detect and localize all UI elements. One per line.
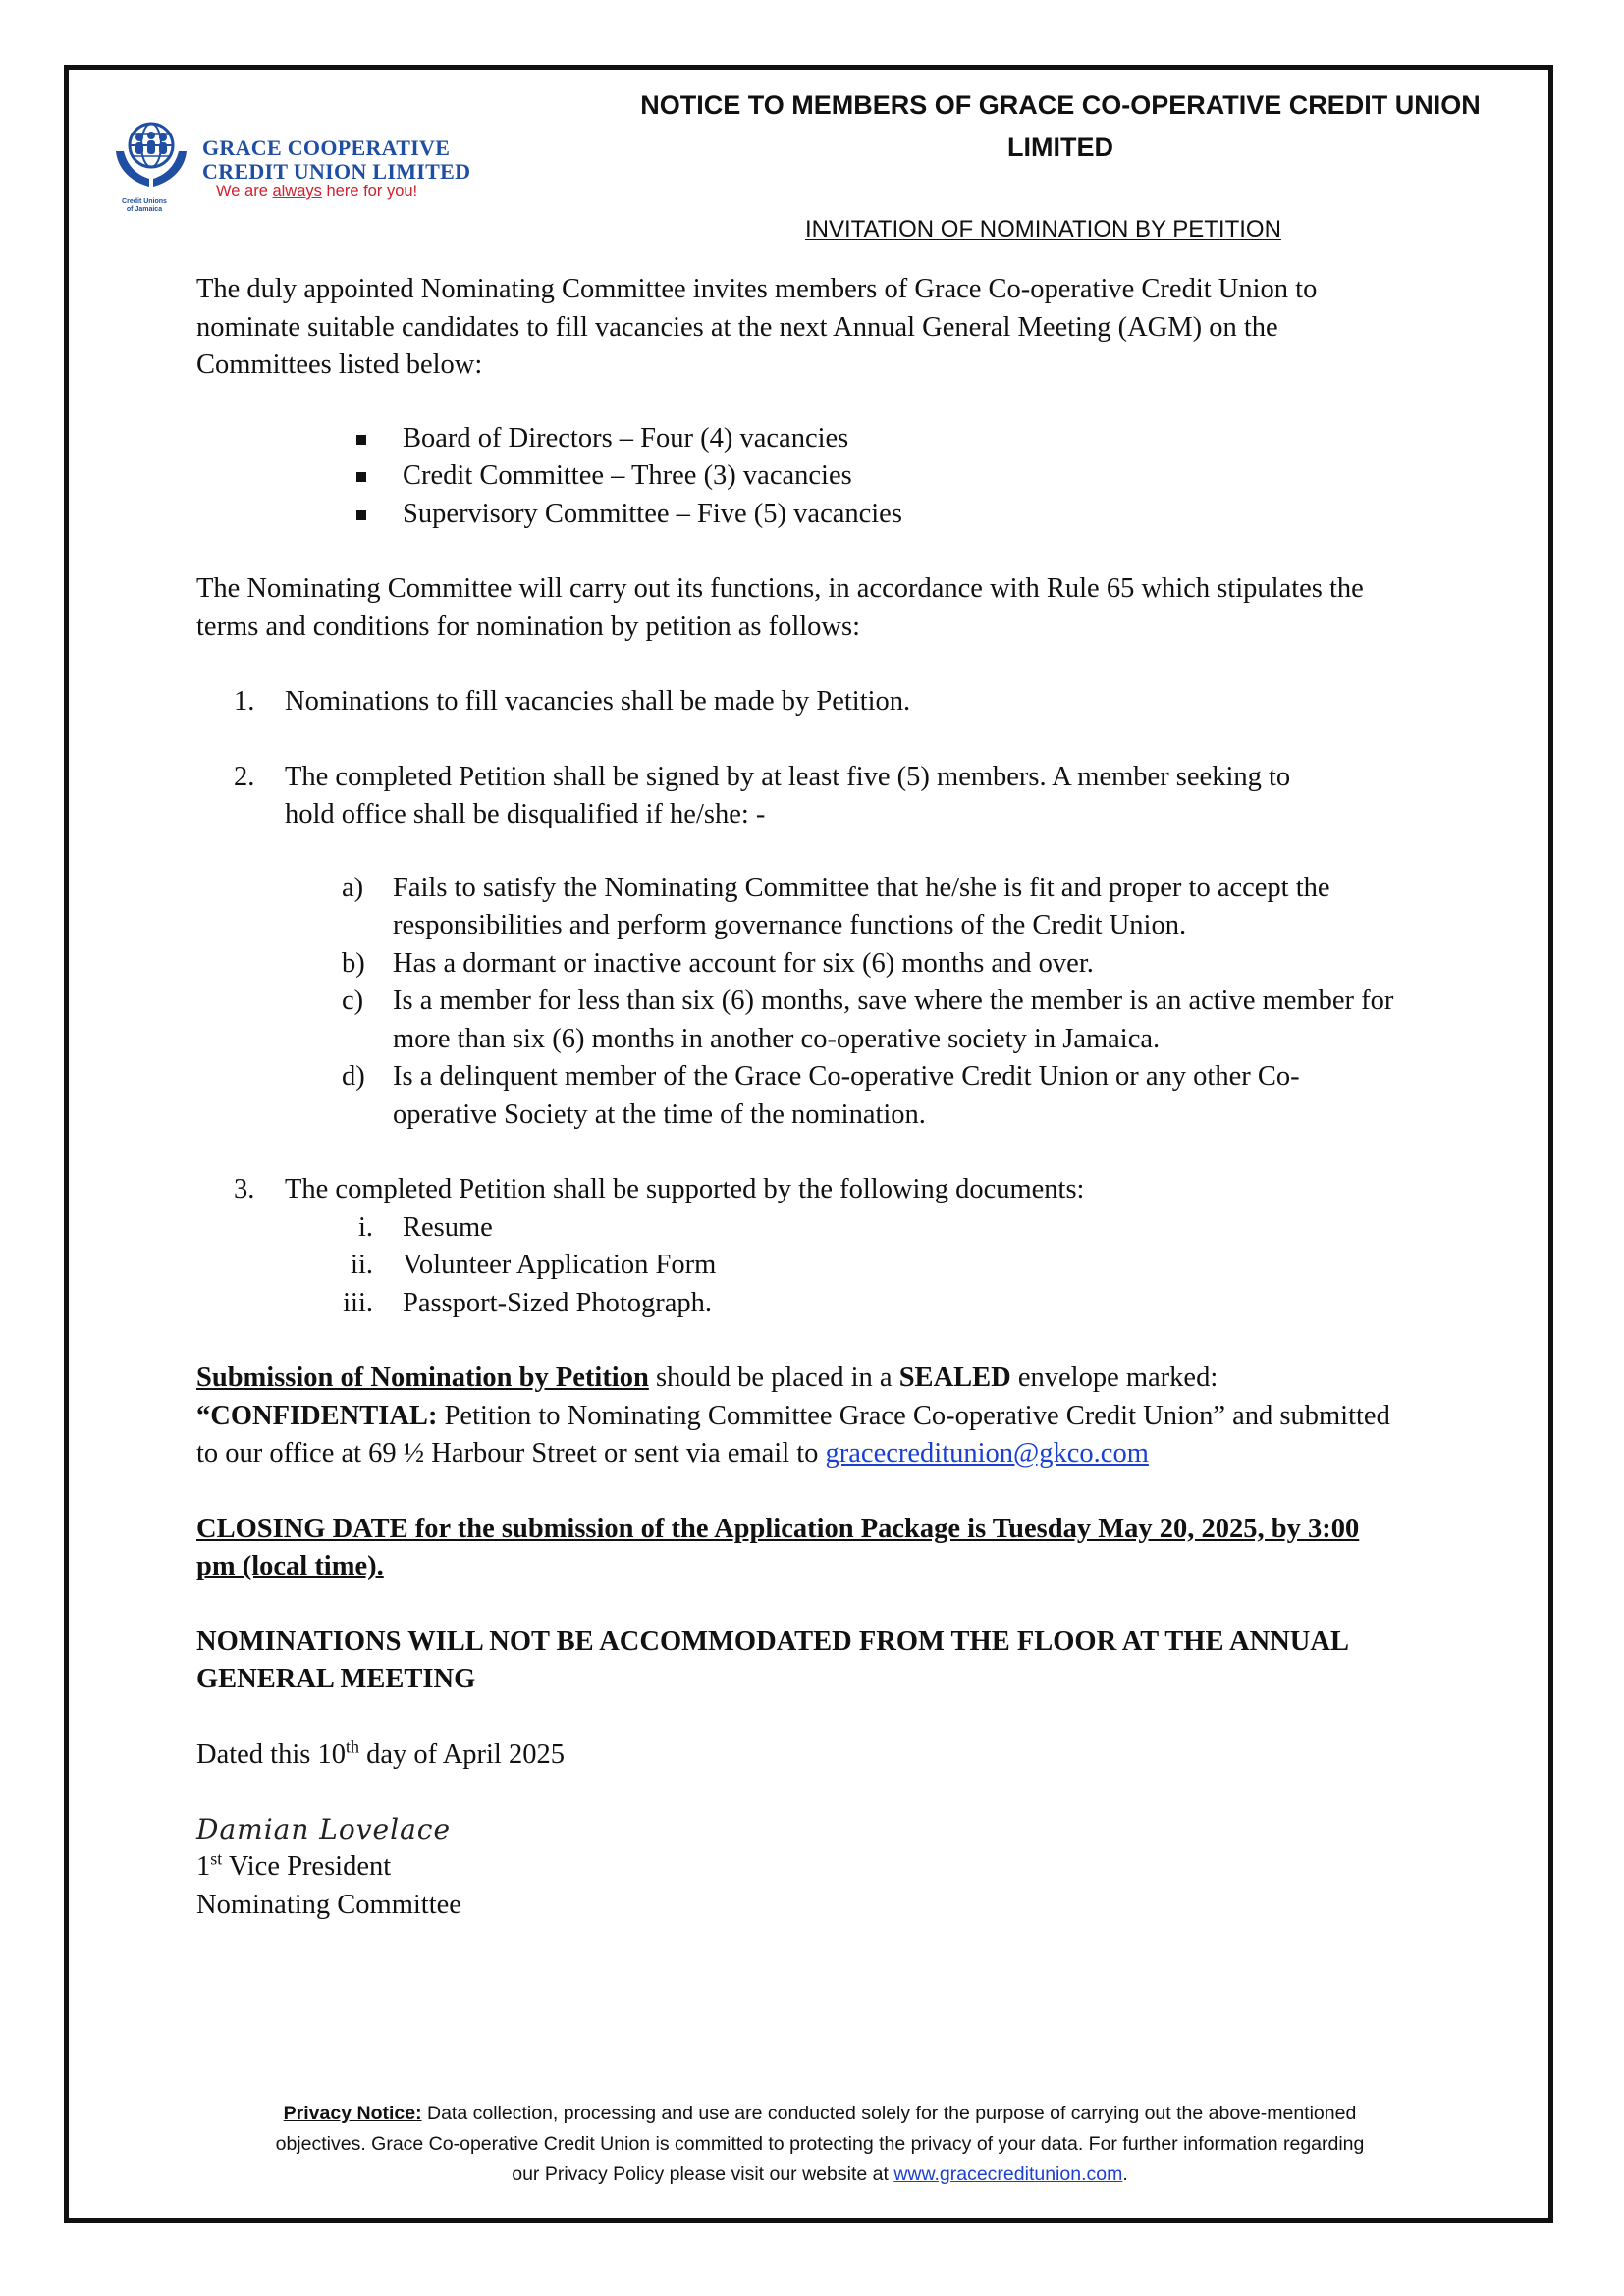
- floor-notice: NOMINATIONS WILL NOT BE ACCOMMODATED FROM THE FLOOR AT THE ANNUAL GENERAL MEETING: [196, 1626, 1348, 1694]
- dated-line: Dated this 10th day of April 2025: [196, 1736, 565, 1770]
- bullet-square-icon: [356, 510, 366, 520]
- website-link[interactable]: www.gracecreditunion.com: [893, 2163, 1123, 2185]
- rule-item-1: 1. Nominations to fill vacancies shall be made by Petition.: [234, 686, 911, 717]
- rule-item-3: 3. The completed Petition shall be supported by the following documents:: [234, 1174, 1085, 1204]
- document-item: i. Resume: [357, 1211, 493, 1243]
- document-list: [196, 1209, 1434, 1323]
- logo-org-name-line1: GRACE COOPERATIVE: [202, 135, 451, 160]
- notice-body: [196, 271, 1434, 1924]
- disqualification-item: b) Has a dormant or inactive account for six (6) months and over.: [342, 947, 1094, 979]
- vacancy-item: Credit Committee – Three (3) vacancies: [196, 457, 1434, 496]
- bullet-square-icon: [356, 435, 366, 445]
- disqualification-item: c) Is a member for less than six (6) months, save where the member is an active member for more than six (6) months in another co-operative society in Jamaica.: [342, 986, 1394, 1054]
- logo-org-name-line2: CREDIT UNION LIMITED: [202, 159, 471, 184]
- handwritten-signature: Damian Lovelace: [196, 1813, 452, 1845]
- disqualification-item: d) Is a delinquent member of the Grace Co-operative Credit Union or any other Co-operative Society at the time of the nomination.: [342, 1061, 1300, 1130]
- notice-title: NOTICE TO MEMBERS OF GRACE CO-OPERATIVE CREDIT UNION LIMITED: [640, 90, 1481, 162]
- signatory-committee: Nominating Committee: [196, 1889, 461, 1920]
- document-item: iii. Passport-Sized Photograph.: [343, 1287, 713, 1318]
- disqualification-list: [196, 870, 1434, 1135]
- submission-paragraph: Submission of Nomination by Petition should be placed in a SEALED envelope marked: “CONFIDENTIAL: Petition to Nominating Committee Grace Co-operative Credit Union” and submitted to our office at 69 ½ Harbour Street or sent via email to gracecreditunion@gkco.com: [196, 1362, 1390, 1468]
- disqualification-item: a) Fails to satisfy the Nominating Committee that he/she is fit and proper to accept the responsibilities and perform governance functions of the Credit Union.: [342, 872, 1330, 940]
- vacancy-item: Supervisory Committee – Five (5) vacancies: [196, 496, 1434, 534]
- closing-date: CLOSING DATE for the submission of the Application Package is Tuesday May 20, 2025, by 3:00 pm (local time).: [196, 1513, 1360, 1581]
- intro-paragraph: The duly appointed Nominating Committee invites members of Grace Co-operative Credit Union to nominate suitable candidates to fill vacancies at the next Annual General Meeting (AGM) on the Committees listed below:: [196, 274, 1318, 380]
- signatory-title: 1st Vice President: [196, 1848, 392, 1882]
- document-item: ii. Volunteer Application Form: [351, 1250, 717, 1280]
- logo-tagline: We are always here for you!: [216, 183, 418, 200]
- privacy-label: Privacy Notice:: [283, 2103, 422, 2124]
- company-logo: [110, 122, 483, 220]
- bullet-square-icon: [356, 472, 366, 482]
- vacancy-list: [196, 420, 1434, 534]
- rule-paragraph: The Nominating Committee will carry out its functions, in accordance with Rule 65 which stipulates the terms and conditions for nomination by petition as follows:: [196, 573, 1364, 642]
- rule-item-2: 2. The completed Petition shall be signed by at least five (5) members. A member seeking to hold office shall be disqualified if he/she: -: [234, 761, 1291, 829]
- vacancy-item: Board of Directors – Four (4) vacancies: [196, 420, 1434, 458]
- cuj-mark: Credit Unions of Jamaica: [122, 198, 167, 213]
- hands-globe-logo-icon: [110, 122, 192, 200]
- notice-subtitle: INVITATION OF NOMINATION BY PETITION: [805, 216, 1281, 242]
- submission-heading: Submission of Nomination by Petition: [196, 1362, 649, 1393]
- privacy-notice: Privacy Notice: Data collection, processing and use are conducted solely for the purpose of carrying out the above-mentioned objectives. Grace Co-operative Credit Union is committed to protecting the privacy of your data. For further information regarding our Privacy Policy please visit our website at www.gracecreditunion.com.: [275, 2103, 1365, 2185]
- email-link[interactable]: gracecreditunion@gkco.com: [825, 1438, 1149, 1468]
